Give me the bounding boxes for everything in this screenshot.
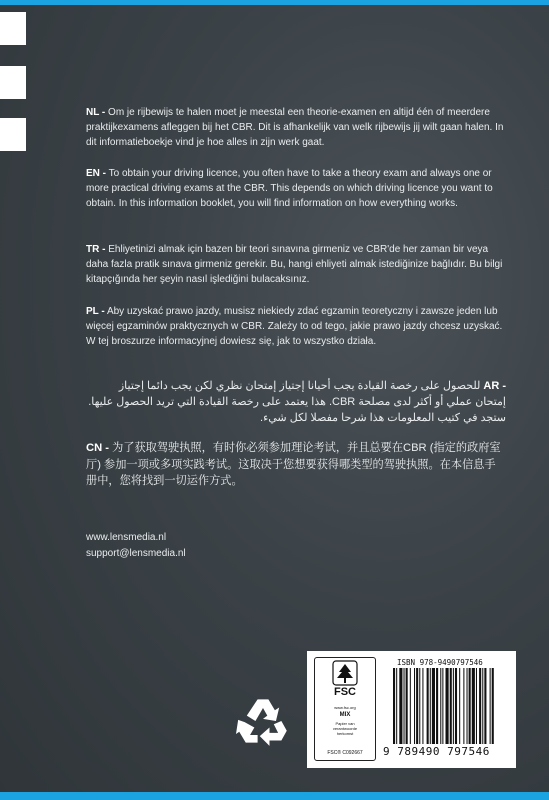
text-en: To obtain your driving licence, you often have to take a theory exam and always one or more practical driving exams at the CBR. This depends on which driving licence you want to obtain. In this information booklet, you will find information on how everything works. — [86, 168, 493, 210]
barcode — [383, 668, 511, 746]
barcode-bar — [469, 668, 471, 744]
barcode-bar — [463, 668, 464, 744]
barcode-bar — [404, 668, 405, 744]
fsc-logo-text: FSC — [334, 686, 356, 698]
recycle-icon — [236, 694, 290, 748]
sticker-panel — [307, 651, 516, 768]
barcode-bar — [476, 668, 477, 744]
fsc-mix-label: MIX — [339, 712, 351, 718]
language-code-nl: NL - — [86, 107, 106, 118]
barcode-bar — [416, 668, 418, 744]
barcode-bar — [406, 668, 408, 744]
website-link[interactable]: www.lensmedia.nl — [86, 532, 167, 543]
fsc-sub-line-1: Papier van — [335, 721, 355, 726]
barcode-bar — [484, 668, 486, 744]
edge-tab-1 — [0, 12, 26, 45]
barcode-bar — [393, 668, 395, 744]
top-accent-bar — [0, 0, 549, 5]
text-cn: 为了获取驾驶执照，有时你必须参加理论考试，并且总要在CBR (指定的政府室厅) 参加一项或多项实践考试。这取决于您想要获得哪类型的驾驶执照。在本信息手册中，您将找到一切运作方式。 — [86, 442, 501, 487]
barcode-bar — [414, 668, 415, 744]
language-code-en: EN - — [86, 168, 106, 179]
paragraph-nl — [86, 105, 506, 151]
paragraph-cn — [86, 440, 506, 490]
barcode-bar — [453, 668, 454, 744]
edge-tab-3 — [0, 118, 26, 151]
contact-block — [86, 530, 186, 562]
fsc-sub-line-2: verantwoorde — [332, 726, 358, 731]
paragraph-tr — [86, 242, 506, 288]
language-code-ar: AR - — [483, 380, 506, 392]
barcode-bar — [396, 668, 397, 744]
barcode-bar — [459, 668, 460, 744]
barcode-bar — [492, 668, 494, 744]
email-link[interactable]: support@lensmedia.nl — [86, 548, 186, 559]
barcode-bar — [440, 668, 441, 744]
barcode-bar — [450, 668, 452, 744]
barcode-bar — [446, 668, 449, 744]
barcode-bar — [472, 668, 475, 744]
barcode-bar — [399, 668, 402, 744]
barcode-digits: 9 789490 797546 — [383, 745, 490, 758]
language-code-cn: CN - — [86, 442, 109, 454]
barcode-box — [383, 657, 511, 761]
text-ar: للحصول على رخصة القيادة يجب أحيانا إجتياز إمتحان نظري لكن يجب دائما إجتياز إمتحان عملي أو أكثر لدى مصلحة CBR. هذا يعتمد على رخصة القيادة التي تريد الحصول عليها. ستجد في كتيب المعلومات هذا شرحا مفصلا لكل شيء. — [88, 380, 506, 424]
language-code-pl: PL - — [86, 306, 105, 317]
barcode-bar — [467, 668, 468, 744]
barcode-bar — [430, 668, 431, 744]
text-nl: Om je rijbewijs te halen moet je meestal een theorie-examen en altijd één of meerdere praktijkexamens afleggen bij het CBR. Dit is afhankelijk van welk rijbewijs jij wilt gaan halen. In dit informatieboekje vind je hoe alles in zijn werk gaat. — [86, 107, 504, 149]
barcode-bar — [419, 668, 420, 744]
fsc-sub-line-3: herkomst — [336, 731, 354, 736]
paragraph-ar — [86, 378, 506, 426]
paragraph-pl — [86, 304, 506, 350]
fsc-label — [314, 657, 376, 761]
barcode-bar — [422, 668, 423, 744]
fsc-url: www.fsc.org — [334, 705, 356, 710]
barcode-bar — [427, 668, 429, 744]
text-tr: Ehliyetinizi almak için bazen bir teori sınavına girmeniz ve CBR'de her zaman bir veya daha fazla pratik sınava girmeniz gerekir. Bu, hangi ehliyeti almak istediğinize bağlıdır. Bu bilgi kitapçığında her şeyin nasıl işlediğini bulacaksınız. — [86, 244, 503, 286]
fsc-code: FSC® C092667 — [327, 750, 363, 756]
fsc-sub-text — [315, 721, 375, 736]
barcode-bar — [410, 668, 411, 744]
isbn-text: ISBN 978-9490797546 — [397, 658, 483, 667]
paragraph-en — [86, 166, 506, 212]
barcode-bar — [432, 668, 435, 744]
barcode-bar — [479, 668, 481, 744]
text-pl: Aby uzyskać prawo jazdy, musisz niekiedy zdać egzamin teoretyczny i zawsze jeden lub więcej egzaminów praktycznych w CBR. Zależy to od tego, jakie prawo jazdy chcesz uzyskać. W tej broszurze informacyjnej dowiesz się, jak to wszystko działa. — [86, 306, 503, 348]
barcode-bar — [442, 668, 443, 744]
barcode-bar — [490, 668, 491, 744]
barcode-bar — [436, 668, 438, 744]
barcode-bar — [455, 668, 457, 744]
barcode-bar — [482, 668, 483, 744]
language-code-tr: TR - — [86, 244, 106, 255]
bottom-accent-bar — [0, 792, 549, 800]
edge-tab-2 — [0, 66, 26, 99]
